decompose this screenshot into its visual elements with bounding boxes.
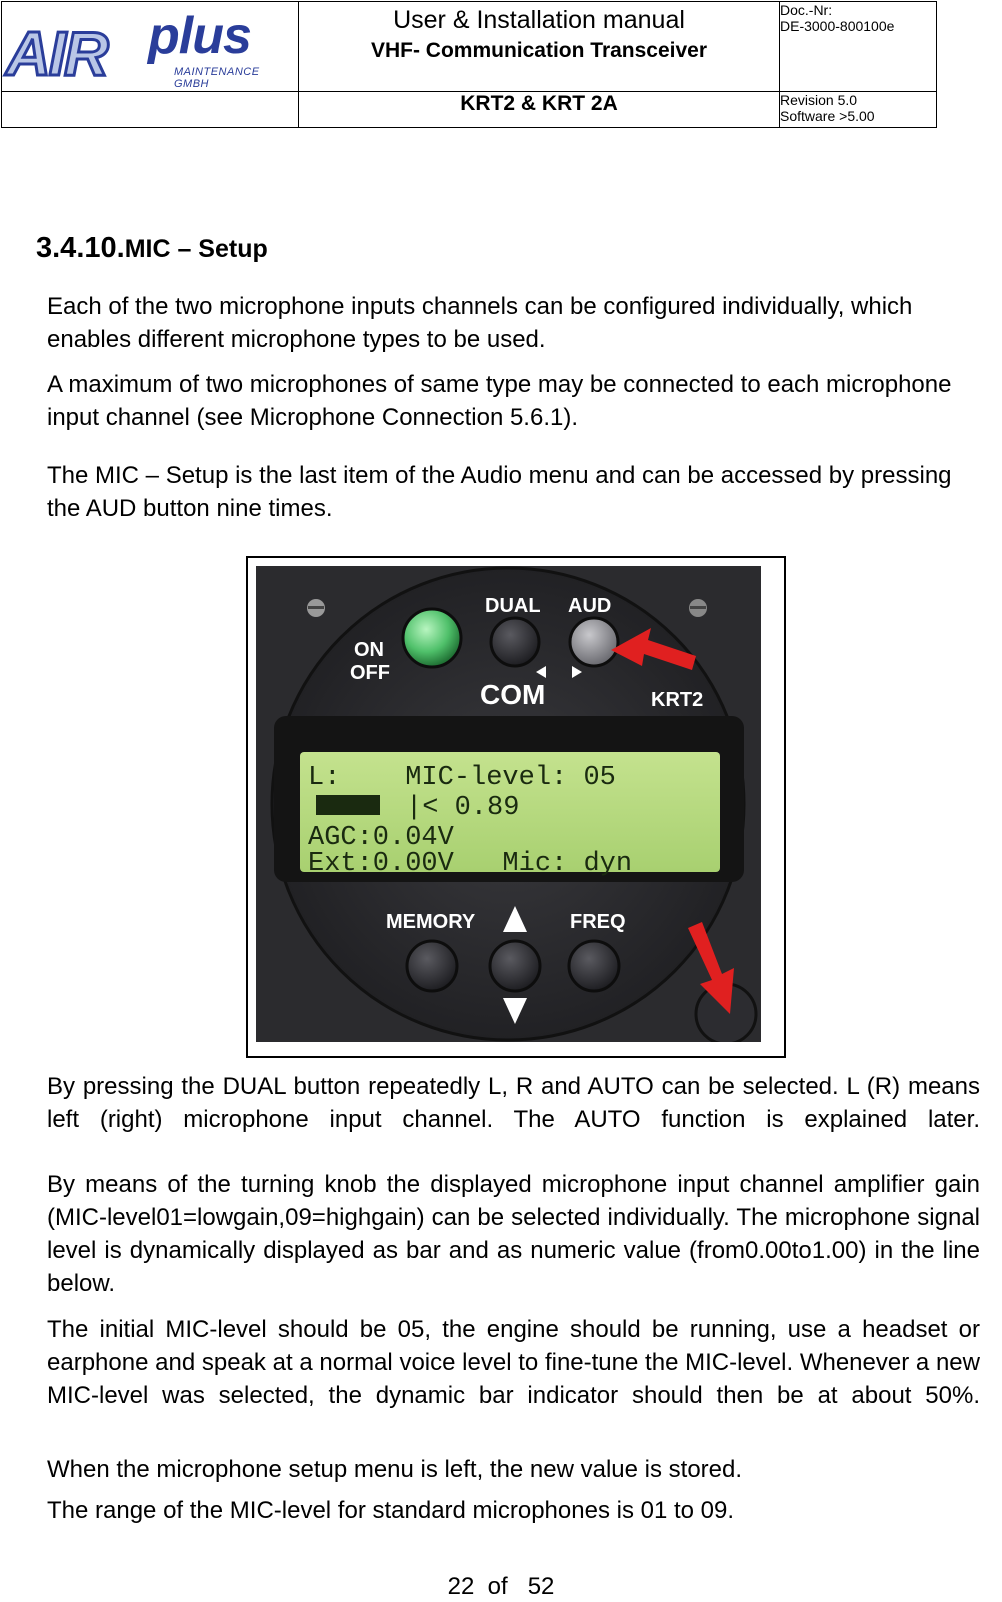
device-photo-frame: [246, 556, 786, 1058]
lcd-line-2: |< 0.89: [406, 793, 520, 823]
lcd-line-1: L: MIC-level: 05: [308, 763, 616, 793]
paragraph-6: When the microphone setup menu is left, the new value is stored.: [47, 1456, 743, 1483]
lcd-line-3: AGC:0.04V: [308, 823, 454, 853]
page-of: of: [487, 1573, 508, 1600]
title-cell: [299, 2, 780, 92]
model-name: KRT2 & KRT 2A: [299, 92, 780, 128]
page-footer: [0, 1572, 1002, 1602]
krt2-label: KRT2: [651, 689, 704, 711]
document-header: [1, 1, 937, 128]
airplus-logo: [6, 7, 286, 90]
btn-dual-label: DUAL: [485, 595, 541, 617]
page-total: 52: [527, 1573, 555, 1600]
com-label: COM: [480, 679, 546, 710]
empty-cell: [2, 92, 299, 128]
btn-aud-label: AUD: [568, 595, 612, 617]
doc-number-cell: [780, 2, 937, 92]
paragraph-1: Each of the two microphone inputs channels can be configured individually, which enables different microphone types to be used.: [47, 293, 913, 353]
paragraph-5: The initial MIC-level should be 05, the engine should be running, use a headset or earphone and speak at a normal voice level to fine-tune the MIC-level. Whenever a new MIC-level was selected, the dynamic bar indicator should then be at about 50%.: [47, 1316, 980, 1409]
page-number: 22: [447, 1573, 475, 1600]
section-title: MIC – Setup: [124, 235, 268, 263]
logo-plus-text: plus: [148, 7, 251, 65]
btn-onoff-label-2: OFF: [350, 662, 390, 684]
software-version: Software >5.00: [780, 108, 875, 124]
manual-title: User & Installation manual: [393, 6, 685, 34]
paragraph-4a: By pressing the DUAL button repeatedly L, R and AUTO can be selected. L (R) means left (right) microphone input channel. The AUTO function is explained later.: [47, 1073, 980, 1133]
krt2-device-illustration: [256, 566, 761, 1042]
logo-subtitle: MAINTENANCE GMBH: [174, 66, 260, 90]
section-number: 3.4.10.: [36, 232, 125, 264]
krt2-device-photo: [256, 566, 761, 1042]
lcd-level-bar: [316, 795, 380, 815]
paragraph-4b: By means of the turning knob the displayed microphone input channel amplifier gain (MIC-level01=lowgain,09=highgain) can be selected individually. The microphone signal level is dynamically displayed as bar and as numeric value (from0.00to1.00) in the line below.: [47, 1171, 980, 1297]
section-heading: [36, 232, 268, 265]
lcd-line-4: Ext:0.00V Mic: dyn: [308, 849, 633, 879]
manual-subtitle: VHF- Communication Transceiver: [370, 39, 708, 62]
doc-number: DE-3000-800100e: [780, 18, 895, 34]
logo-air-text: AIR: [6, 20, 107, 89]
paragraph-7: The range of the MIC-level for standard microphones is 01 to 09.: [47, 1497, 735, 1524]
doc-number-label: Doc.-Nr:: [780, 2, 833, 18]
paragraph-2: A maximum of two microphones of same type may be connected to each microphone input channel (see Microphone Connection 5.6.1).: [47, 371, 952, 431]
btn-memory-label: MEMORY: [386, 911, 476, 933]
logo-cell: [2, 2, 299, 92]
revision: Revision 5.0: [780, 92, 858, 108]
btn-freq-label: FREQ: [570, 911, 626, 933]
btn-onoff-label-1: ON: [354, 639, 384, 661]
revision-cell: [780, 92, 937, 128]
paragraph-3: The MIC – Setup is the last item of the Audio menu and can be accessed by pressing the AUD button nine times.: [47, 462, 952, 522]
